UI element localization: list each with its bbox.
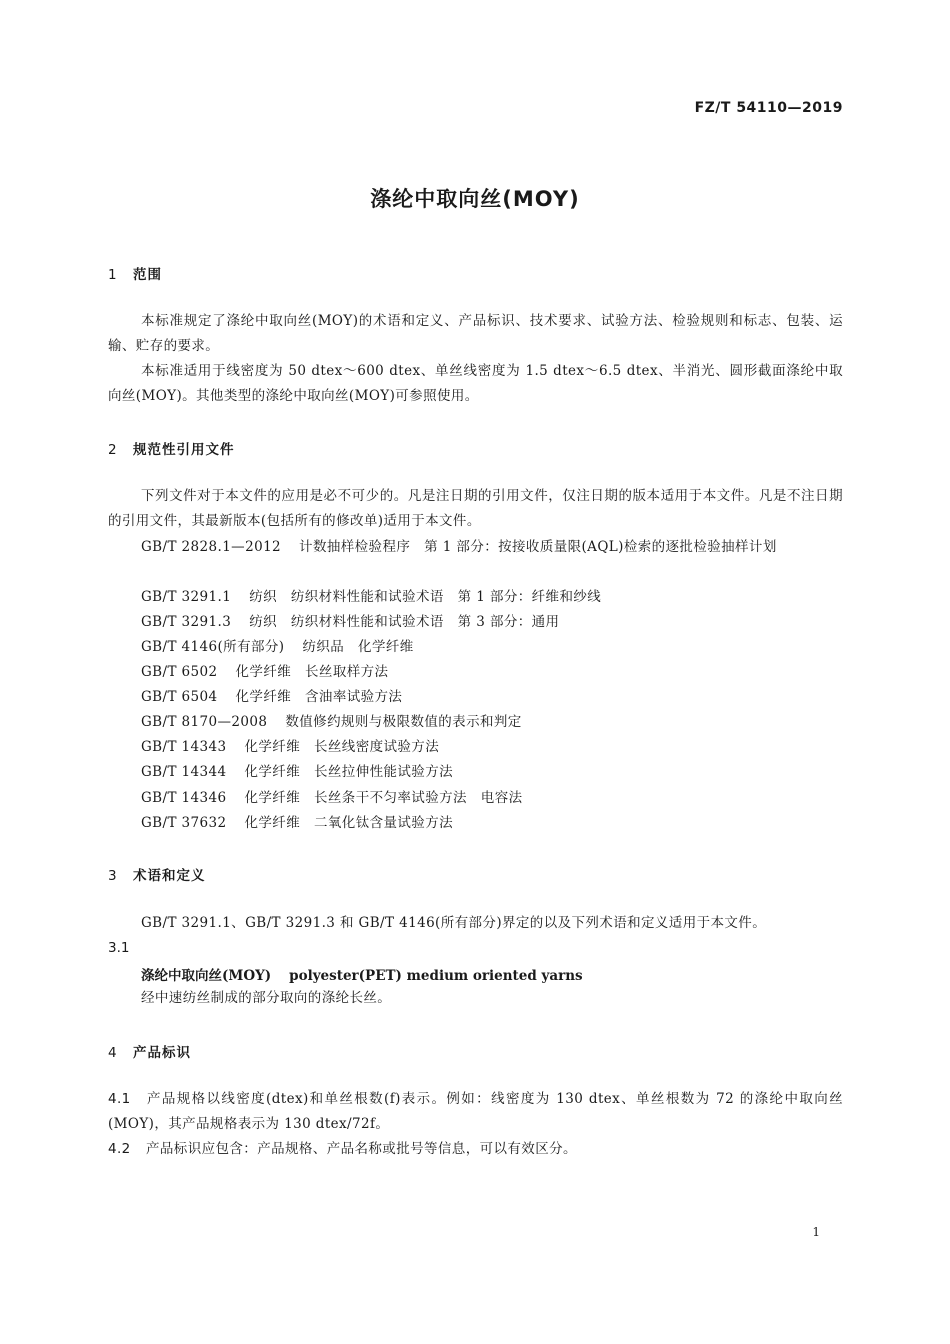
term-definition: 经中速纺丝制成的部分取向的涤纶长丝。 [141, 990, 392, 1006]
clause-text: 产品标识应包含：产品规格、产品名称或批号等信息，可以有效区分。 [146, 1141, 577, 1157]
references-intro: 下列文件对于本文件的应用是必不可少的。凡是注日期的引用文件，仅注日期的版本适用于本文件。凡是不注日期的引用文件，其最新版本(包括所有的修改单)适用于本文件。 [108, 488, 843, 529]
section-title: 范围 [133, 267, 162, 283]
terms-intro: GB/T 3291.1、GB/T 3291.3 和 GB/T 4146(所有部分)界定的以及下列术语和定义适用于本文件。 [141, 915, 767, 931]
reference-title: 纺织 纺织材料性能和试验术语 第 1 部分：纤维和纱线 [249, 589, 602, 605]
reference-code: GB/T 3291.3 [141, 614, 232, 630]
section-number: 3 [108, 868, 118, 884]
section-title: 产品标识 [133, 1045, 191, 1061]
reference-code: GB/T 14344 [141, 764, 227, 780]
term-english: polyester(PET) medium oriented yarns [289, 968, 583, 984]
reference-title: 纺织品 化学纤维 [302, 639, 414, 655]
section-1-heading [108, 263, 162, 283]
reference-title: 数值修约规则与极限数值的表示和判定 [285, 714, 522, 730]
section-2-heading [108, 438, 235, 458]
reference-item [141, 585, 601, 610]
term-number: 3.1 [108, 940, 130, 956]
reference-item [141, 786, 523, 811]
reference-code: GB/T 6502 [141, 664, 218, 680]
reference-item [141, 811, 453, 836]
clause-text: 产品规格以线密度(dtex)和单丝根数(f)表示。例如：线密度为 130 dtex、单丝根数为 72 的涤纶中取向丝(MOY)，其产品规格表示为 130 dtex/72f。 [108, 1091, 843, 1132]
scope-paragraph-1: 本标准规定了涤纶中取向丝(MOY)的术语和定义、产品标识、技术要求、试验方法、检验规则和标志、包装、运输、贮存的要求。 [108, 313, 843, 354]
reference-title: 化学纤维 长丝线密度试验方法 [244, 739, 440, 755]
reference-title: 化学纤维 长丝取样方法 [235, 664, 389, 680]
reference-code: GB/T 2828.1—2012 [141, 539, 282, 555]
section-title: 术语和定义 [133, 868, 206, 884]
reference-title: 纺织 纺织材料性能和试验术语 第 3 部分：通用 [249, 614, 560, 630]
term-chinese: 涤纶中取向丝(MOY) [141, 968, 272, 984]
reference-code: GB/T 14343 [141, 739, 227, 755]
reference-item [141, 735, 439, 760]
section-title: 规范性引用文件 [133, 442, 235, 458]
reference-item [141, 685, 402, 710]
page-number: 1 [812, 1225, 820, 1239]
reference-item [141, 660, 388, 685]
reference-code: GB/T 6504 [141, 689, 218, 705]
document-title: 涤纶中取向丝(MOY) [370, 187, 580, 211]
scope-paragraph-2: 本标准适用于线密度为 50 dtex～600 dtex、单丝线密度为 1.5 dtex～6.5 dtex、半消光、圆形截面涤纶中取向丝(MOY)。其他类型的涤纶中取向丝(MOY)可参照使用。 [108, 363, 843, 404]
clause-4-1 [108, 1087, 843, 1137]
reference-code: GB/T 14346 [141, 790, 227, 806]
reference-code: GB/T 37632 [141, 815, 227, 831]
reference-title: 计数抽样检验程序 第 1 部分：按接收质量限(AQL)检索的逐批检验抽样计划 [299, 539, 777, 555]
reference-code: GB/T 8170—2008 [141, 714, 268, 730]
reference-item [141, 710, 522, 735]
reference-item [141, 610, 559, 635]
section-3-heading [108, 864, 206, 884]
standard-code: FZ/T 54110—2019 [694, 100, 843, 116]
section-number: 2 [108, 442, 118, 458]
reference-code: GB/T 3291.1 [141, 589, 232, 605]
reference-title: 化学纤维 二氧化钛含量试验方法 [244, 815, 453, 831]
clause-number: 4.2 [108, 1141, 131, 1157]
reference-item [108, 535, 843, 560]
reference-item [141, 635, 414, 660]
clause-4-2 [108, 1137, 843, 1162]
term-entry [141, 964, 583, 984]
reference-title: 化学纤维 长丝条干不匀率试验方法 电容法 [244, 790, 523, 806]
clause-number: 4.1 [108, 1091, 131, 1107]
reference-code: GB/T 4146(所有部分) [141, 639, 285, 655]
section-number: 1 [108, 267, 118, 283]
reference-item [141, 760, 453, 785]
section-4-heading [108, 1041, 191, 1061]
section-number: 4 [108, 1045, 118, 1061]
reference-title: 化学纤维 含油率试验方法 [235, 689, 403, 705]
reference-title: 化学纤维 长丝拉伸性能试验方法 [244, 764, 453, 780]
